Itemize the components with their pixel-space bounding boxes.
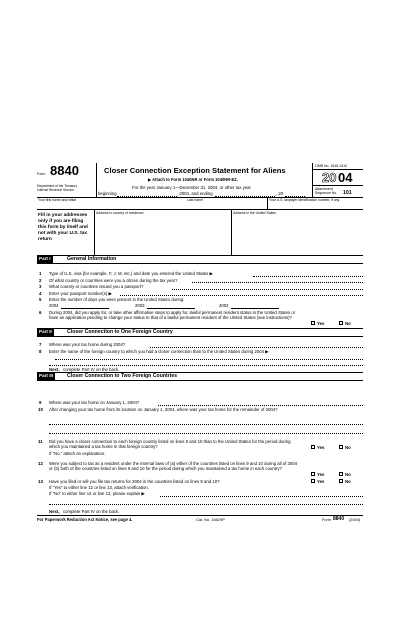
fill-in-instruction: Fill in your addresses only if you are filing this form by itself and not with your U.S. tax return	[38, 213, 88, 242]
part1-label: Part I	[39, 256, 51, 261]
line13-verification: If “Yes” to either line 12 or line 13, attach verification.	[49, 485, 149, 490]
line9-field[interactable]	[158, 405, 363, 406]
line12-text: Were you subject to tax as a resident under the internal laws of (a) either of the countries listed on lines 9 and 10 during all of 2004 or (b) both of the countries listed on lines 9 and 10 for the period during which you maintained a tax home in each country?	[49, 461, 298, 472]
line7-text: Where was your tax home during 2004?	[49, 342, 126, 347]
country-residence-label: Address in country of residence	[96, 210, 144, 215]
line10-field-2[interactable]	[49, 433, 363, 434]
line6-no-label: No	[345, 320, 351, 326]
year-20-label: , 20	[276, 191, 284, 196]
last-name-label: Last name	[187, 197, 203, 202]
line5-year-2004: 2004	[49, 303, 59, 308]
line10-text: After changing your tax home from its location on January 1, 2004, where was your tax home for the remainder of 2004?	[49, 406, 278, 412]
line8-field[interactable]	[55, 359, 363, 360]
days-2004-field[interactable]	[61, 308, 109, 309]
taxpayer-id-label: Your U.S. taxpayer identification number, if any	[269, 197, 340, 202]
line13-yes-label: Yes	[317, 478, 325, 484]
line13-yes-checkbox[interactable]	[311, 479, 315, 483]
part2-label: Part II	[39, 329, 52, 334]
part1-title: General Information	[67, 256, 117, 262]
line13-number: 13	[38, 478, 43, 484]
form-number: 8840	[50, 163, 79, 178]
sequence-number: 101	[343, 190, 352, 196]
line7-field[interactable]	[150, 347, 363, 348]
department-label: Department of the Treasury	[37, 184, 78, 188]
attach-instruction: ▶ Attach to Form 1040NR or Form 1040NR-EZ.	[148, 177, 238, 182]
line12-no-checkbox[interactable]	[339, 472, 343, 476]
footer-form-number: 8840	[333, 515, 345, 522]
line4-number: 4	[39, 290, 42, 296]
line12-yes-checkbox[interactable]	[311, 472, 315, 476]
line5-number: 5	[39, 297, 42, 302]
line4-text: Enter your passport number(s) ▶	[49, 290, 112, 296]
line9-number: 9	[39, 400, 42, 405]
tax-year-line: For the year January 1—December 31, 2004, or other tax year	[132, 185, 251, 190]
footer-form-label: Form	[322, 517, 332, 522]
line6-text: During 2004, did you apply for, or take other affirmative steps to apply for, lawful permanent resident status in the United States or have an application pending to change your status to that of a lawful permanent resident of the United States (see instructions)?	[49, 310, 296, 321]
omb-number: OMB No. 1545-1410	[315, 164, 348, 168]
line7-number: 7	[39, 342, 42, 347]
line2-text: Of what country or countries were you a citizen during the tax year?	[49, 277, 178, 283]
line6-no-checkbox[interactable]	[339, 321, 343, 325]
line13-field-2[interactable]	[49, 504, 363, 505]
line2-number: 2	[39, 277, 42, 283]
line3-number: 3	[39, 284, 42, 289]
line5-year-2002: 2002	[219, 303, 229, 308]
part2-title: Closer Connection to One Foreign Country	[67, 329, 173, 335]
part2-next-text: complete Part IV on the back.	[63, 366, 120, 372]
irs-label: Internal Revenue Service	[37, 188, 75, 192]
line8-number: 8	[39, 348, 42, 354]
line6-number: 6	[39, 310, 42, 315]
line3-field[interactable]	[172, 289, 363, 290]
line8-text: Enter the name of the foreign country to which you had a closer connection than to the United States during 2004 ▶	[49, 348, 269, 354]
part3-next-text: complete Part IV on the back.	[63, 509, 120, 514]
line5-year-2003: 2003	[135, 303, 145, 308]
line11-no-checkbox[interactable]	[339, 445, 343, 449]
catalog-number: Cat. No. 15829P	[196, 517, 225, 522]
part3-title: Closer Connection to Two Foreign Countries	[67, 373, 177, 379]
sequence-label: Sequence No.	[315, 191, 338, 195]
line13-no-label: No	[345, 478, 351, 484]
year-outline: 20	[322, 170, 337, 185]
part1-header	[37, 255, 363, 264]
year-bold: 04	[338, 170, 353, 185]
line6-yes-checkbox[interactable]	[311, 321, 315, 325]
attachment-label: Attachment	[315, 187, 333, 191]
part2-next-label: Next,	[49, 366, 60, 372]
line11-text: Did you have a closer connection to each foreign country listed on lines 9 and 10 than to the United States for the period during which you maintained a tax home in that foreign country?	[49, 439, 291, 450]
line3-text: What country or countries issued you a passport?	[49, 284, 144, 289]
line13-text: Have you filed or will you file tax returns for 2004 in the countries listed on lines 9 and 10?	[49, 478, 220, 484]
line12-yes-label: Yes	[317, 471, 325, 477]
line4-field[interactable]	[120, 295, 363, 296]
line13-explain: If “No” to either line 12 or line 13, please explain ▶	[49, 491, 145, 496]
part2-header	[37, 328, 363, 337]
paperwork-notice: For Paperwork Reduction Act Notice, see page 4.	[37, 517, 133, 522]
line1-field[interactable]	[253, 276, 363, 277]
days-2002-field[interactable]	[231, 308, 279, 309]
line10-number: 10	[38, 406, 43, 412]
part3-next-label: Next,	[49, 509, 60, 514]
line10-field[interactable]	[49, 424, 363, 425]
and-ending-label: , 2004, and ending	[177, 191, 213, 196]
footer-form-year: (2004)	[349, 517, 361, 522]
line13-field[interactable]	[160, 496, 363, 497]
line9-text: Where was your tax home on January 1, 2004?	[49, 400, 140, 405]
first-name-label: Your first name and initial	[38, 197, 76, 202]
line1-text: Type of U.S. visa (for example, F, J, M, etc.) and date you entered the United States ▶	[49, 271, 213, 276]
line11-no-label: No	[345, 444, 351, 450]
line12-number: 12	[38, 461, 43, 466]
line5-text: Enter the number of days you were present in the United States during:	[49, 297, 185, 302]
line13-no-checkbox[interactable]	[339, 479, 343, 483]
line11-yes-checkbox[interactable]	[311, 445, 315, 449]
line8-field-2[interactable]	[49, 365, 363, 366]
line11-number: 11	[38, 439, 43, 444]
line1-number: 1	[39, 271, 42, 276]
line11-yes-label: Yes	[317, 444, 325, 450]
part3-header	[37, 372, 363, 381]
us-address-label: Address in the United States	[233, 210, 276, 215]
line2-field[interactable]	[192, 282, 363, 283]
part3-label: Part III	[39, 373, 54, 378]
line11-explanation: If “No,” attach an explanation.	[49, 451, 106, 456]
form-label: Form	[37, 172, 46, 176]
line12-no-label: No	[345, 471, 351, 477]
days-2003-field[interactable]	[147, 308, 195, 309]
form-title: Closer Connection Exception Statement for Aliens	[104, 166, 286, 175]
line6-yes-label: Yes	[317, 320, 325, 326]
beginning-label: beginning	[98, 191, 117, 196]
